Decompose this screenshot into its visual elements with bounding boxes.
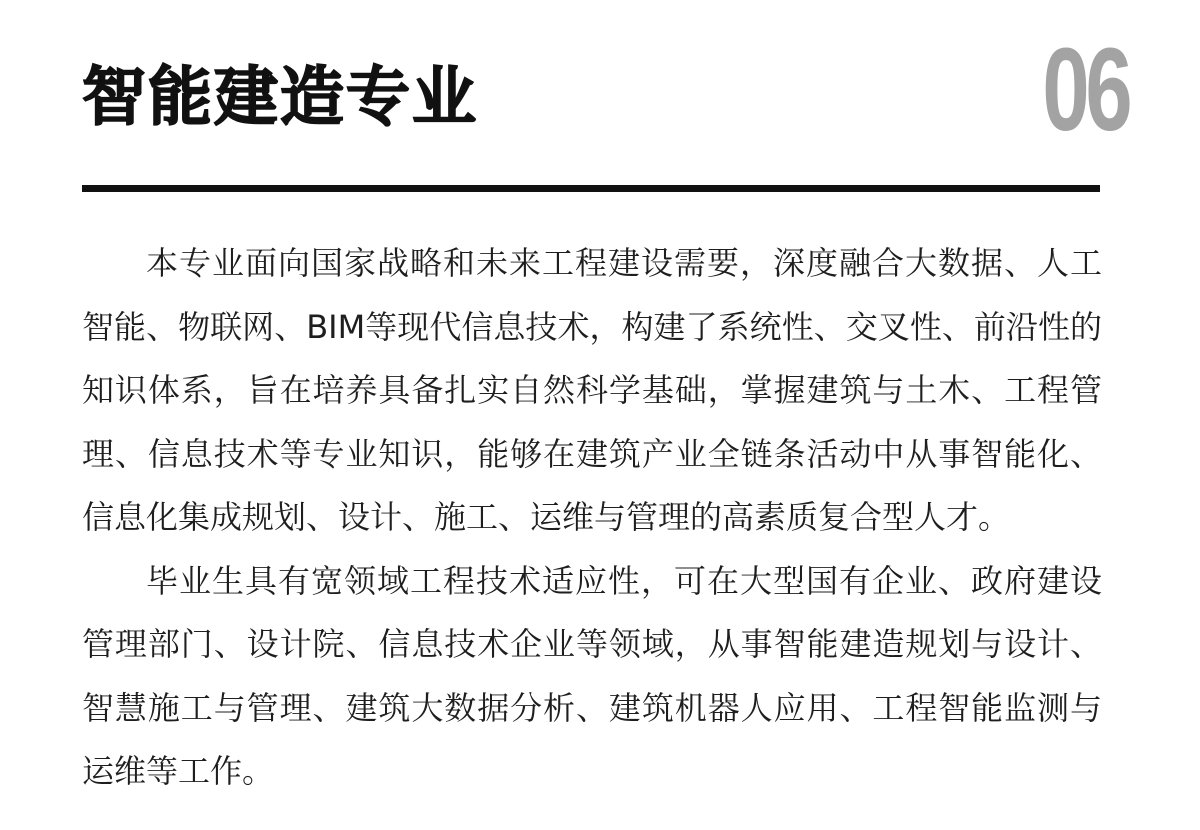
title-divider <box>82 185 1100 192</box>
body-text <box>82 232 1102 804</box>
page-title: 智能建造专业 <box>82 61 478 135</box>
paragraph-career: 毕业生具有宽领域工程技术适应性，可在大型国有企业、政府建设管理部门、设计院、信息技术企业等领域，从事智能建造规划与设计、智慧施工与管理、建筑大数据分析、建筑机器人应用、工程智能监测与运维等工作。 <box>82 561 1102 790</box>
page-number: 06 <box>1042 24 1128 156</box>
paragraph-introduction: 本专业面向国家战略和未来工程建设需要，深度融合大数据、人工智能、物联网、BIM等现代信息技术，构建了系统性、交叉性、前沿性的知识体系，旨在培养具备扎实自然科学基础，掌握建筑与土木、工程管理、信息技术等专业知识，能够在建筑产业全链条活动中从事智能化、信息化集成规划、设计、施工、运维与管理的高素质复合型人才。 <box>82 244 1102 536</box>
